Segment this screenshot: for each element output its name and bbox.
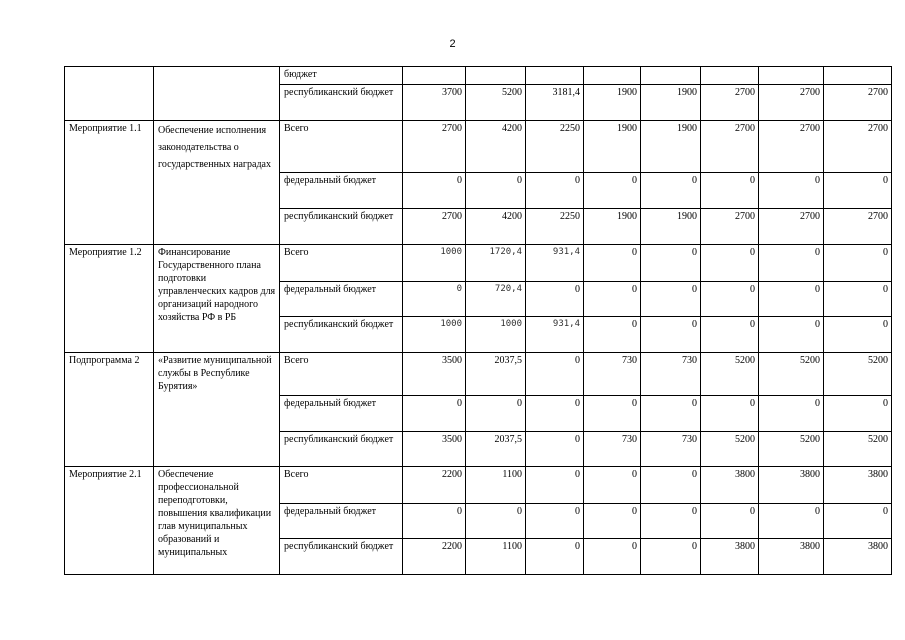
value-cell: 1720,4 — [466, 245, 526, 282]
value-cell: 0 — [641, 173, 701, 209]
value-cell: 0 — [584, 504, 641, 539]
value-cell: 5200 — [701, 432, 759, 467]
name-cell: Обеспечение профессиональной переподготовки, повышения квалификации глав муниципальных образований и муниципальных — [154, 467, 280, 575]
source-cell: республиканский бюджет — [280, 432, 403, 467]
value-cell: 0 — [759, 245, 824, 282]
name-cell: «Развитие муниципальной службы в Республике Бурятия» — [154, 353, 280, 467]
value-cell: 730 — [641, 353, 701, 396]
value-cell: 0 — [584, 539, 641, 575]
value-cell: 0 — [759, 396, 824, 432]
value-cell: 5200 — [701, 353, 759, 396]
source-cell: республиканский бюджет — [280, 209, 403, 245]
value-cell: 3800 — [759, 467, 824, 504]
value-cell: 0 — [403, 173, 466, 209]
source-cell: Всего — [280, 467, 403, 504]
source-cell: федеральный бюджет — [280, 504, 403, 539]
value-cell: 0 — [526, 282, 584, 317]
table-row — [65, 67, 892, 85]
value-cell: 2250 — [526, 209, 584, 245]
value-cell: 2700 — [824, 85, 892, 121]
source-cell: республиканский бюджет — [280, 85, 403, 121]
value-cell: 0 — [701, 504, 759, 539]
value-cell: 3500 — [403, 353, 466, 396]
name-cell: Обеспечение исполнения законодательства о государственных наградах — [154, 121, 280, 245]
value-cell: 0 — [641, 282, 701, 317]
value-cell: 1000 — [403, 317, 466, 353]
value-cell: 4200 — [466, 209, 526, 245]
value-cell: 3800 — [701, 539, 759, 575]
value-cell: 0 — [824, 282, 892, 317]
value-cell: 931,4 — [526, 317, 584, 353]
source-cell: федеральный бюджет — [280, 282, 403, 317]
value-cell: 0 — [526, 353, 584, 396]
value-cell: 2700 — [701, 121, 759, 173]
value-cell: 1000 — [403, 245, 466, 282]
value-cell: 0 — [641, 539, 701, 575]
value-cell: 3500 — [403, 432, 466, 467]
value-cell: 0 — [584, 317, 641, 353]
value-cell: 0 — [584, 467, 641, 504]
value-cell: 3800 — [824, 539, 892, 575]
source-cell: федеральный бюджет — [280, 396, 403, 432]
value-cell: 0 — [584, 173, 641, 209]
value-cell: 2200 — [403, 467, 466, 504]
value-cell: 0 — [759, 504, 824, 539]
value-cell: 720,4 — [466, 282, 526, 317]
value-cell: 0 — [526, 467, 584, 504]
budget-table — [64, 66, 892, 575]
table-row — [65, 245, 892, 282]
value-cell: 1000 — [466, 317, 526, 353]
value-cell: 2700 — [824, 209, 892, 245]
source-cell: бюджет — [280, 67, 403, 85]
value-cell: 3700 — [403, 85, 466, 121]
value-cell: 0 — [526, 504, 584, 539]
value-cell: 2200 — [403, 539, 466, 575]
value-cell: 2700 — [701, 85, 759, 121]
value-cell: 0 — [526, 432, 584, 467]
value-cell: 1100 — [466, 467, 526, 504]
value-cell: 5200 — [759, 432, 824, 467]
value-cell: 0 — [824, 245, 892, 282]
value-cell: 730 — [584, 353, 641, 396]
value-cell: 0 — [403, 396, 466, 432]
value-cell: 4200 — [466, 121, 526, 173]
value-cell: 0 — [526, 396, 584, 432]
value-cell: 2700 — [759, 121, 824, 173]
code-cell: Мероприятие 2.1 — [65, 467, 154, 575]
value-cell: 2700 — [824, 121, 892, 173]
value-cell: 730 — [584, 432, 641, 467]
value-cell: 0 — [641, 245, 701, 282]
value-cell: 0 — [584, 396, 641, 432]
value-cell: 0 — [701, 282, 759, 317]
value-cell: 2037,5 — [466, 353, 526, 396]
value-cell: 0 — [824, 173, 892, 209]
value-cell: 0 — [641, 467, 701, 504]
value-cell: 5200 — [824, 353, 892, 396]
code-cell: Подпрограмма 2 — [65, 353, 154, 467]
value-cell: 0 — [466, 173, 526, 209]
value-cell: 1100 — [466, 539, 526, 575]
value-cell: 1900 — [584, 209, 641, 245]
value-cell: 1900 — [641, 209, 701, 245]
value-cell: 3800 — [701, 467, 759, 504]
table-row — [65, 121, 892, 173]
value-cell: 0 — [526, 539, 584, 575]
source-cell: Всего — [280, 245, 403, 282]
value-cell: 0 — [824, 317, 892, 353]
value-cell: 0 — [466, 504, 526, 539]
value-cell: 0 — [824, 504, 892, 539]
value-cell: 5200 — [466, 85, 526, 121]
table-row — [65, 353, 892, 396]
value-cell: 5200 — [759, 353, 824, 396]
value-cell: 3800 — [759, 539, 824, 575]
code-cell: Мероприятие 1.2 — [65, 245, 154, 353]
value-cell: 0 — [701, 173, 759, 209]
source-cell: республиканский бюджет — [280, 539, 403, 575]
value-cell: 2700 — [701, 209, 759, 245]
value-cell: 0 — [759, 282, 824, 317]
source-cell: Всего — [280, 353, 403, 396]
value-cell: 3181,4 — [526, 85, 584, 121]
value-cell: 0 — [701, 245, 759, 282]
value-cell: 1900 — [641, 121, 701, 173]
value-cell: 3800 — [824, 467, 892, 504]
code-cell — [65, 67, 154, 121]
value-cell: 0 — [759, 317, 824, 353]
value-cell: 0 — [641, 317, 701, 353]
value-cell: 0 — [641, 504, 701, 539]
source-cell: Всего — [280, 121, 403, 173]
value-cell: 0 — [701, 396, 759, 432]
table-row — [65, 467, 892, 504]
value-cell: 0 — [701, 317, 759, 353]
value-cell: 2700 — [403, 209, 466, 245]
value-cell: 0 — [824, 396, 892, 432]
value-cell: 0 — [759, 173, 824, 209]
value-cell: 1900 — [584, 85, 641, 121]
value-cell: 2250 — [526, 121, 584, 173]
source-cell: федеральный бюджет — [280, 173, 403, 209]
value-cell: 2700 — [403, 121, 466, 173]
value-cell: 931,4 — [526, 245, 584, 282]
source-cell: республиканский бюджет — [280, 317, 403, 353]
code-cell: Мероприятие 1.1 — [65, 121, 154, 245]
value-cell: 2700 — [759, 85, 824, 121]
value-cell: 1900 — [641, 85, 701, 121]
value-cell: 2700 — [759, 209, 824, 245]
value-cell: 0 — [584, 245, 641, 282]
value-cell: 0 — [466, 396, 526, 432]
value-cell: 2037,5 — [466, 432, 526, 467]
value-cell: 0 — [403, 504, 466, 539]
value-cell: 1900 — [584, 121, 641, 173]
name-cell: Финансирование Государственного плана подготовки управленческих кадров для организаций народного хозяйства РФ в РБ — [154, 245, 280, 353]
value-cell: 0 — [641, 396, 701, 432]
name-cell — [154, 67, 280, 121]
value-cell: 730 — [641, 432, 701, 467]
value-cell: 0 — [584, 282, 641, 317]
value-cell: 0 — [526, 173, 584, 209]
page-number: 2 — [449, 38, 456, 50]
value-cell: 0 — [403, 282, 466, 317]
value-cell: 5200 — [824, 432, 892, 467]
